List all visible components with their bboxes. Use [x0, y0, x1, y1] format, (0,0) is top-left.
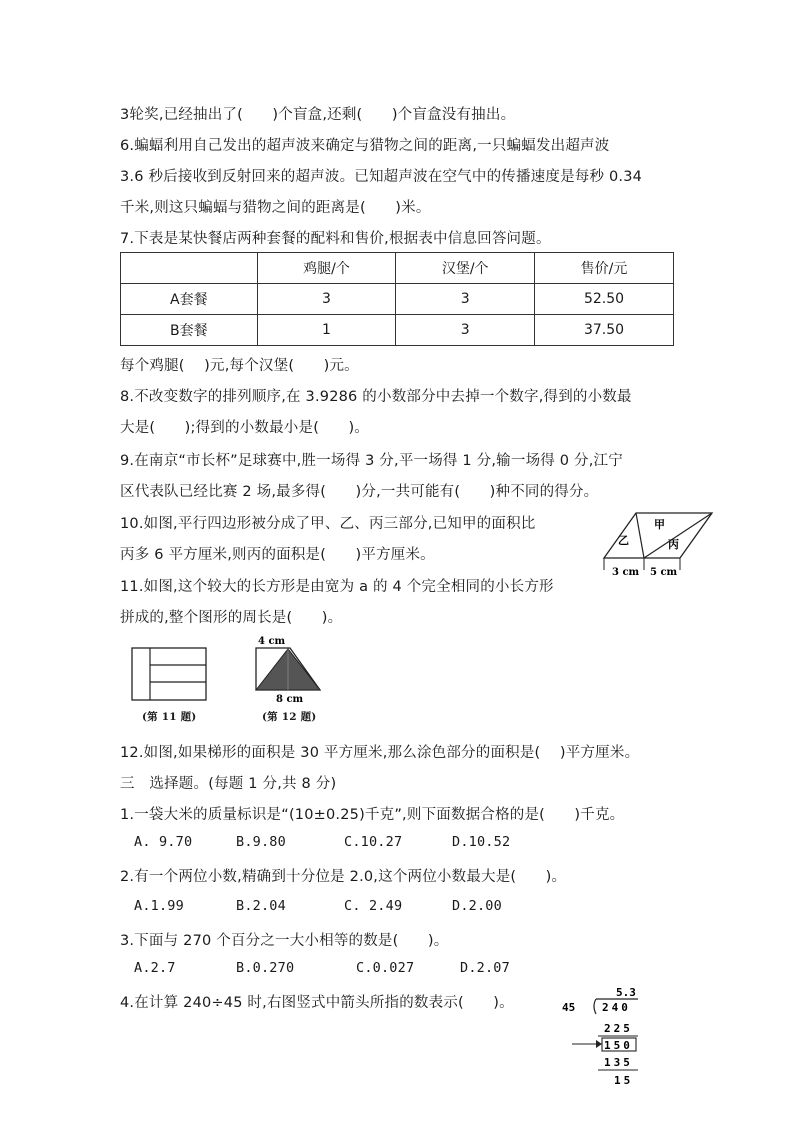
mc2-option-c: C. 2.49	[344, 898, 403, 914]
mc3-option-c: C.0.027	[356, 960, 415, 976]
caption-fig11: (第 11 题)	[142, 711, 197, 723]
mc3-option-d: D.2.07	[460, 960, 510, 976]
mc1-option-d: D.10.52	[452, 834, 511, 850]
mc1-option-c: C.10.27	[344, 834, 403, 850]
step-15: 15	[614, 1074, 634, 1087]
table-header-cell: 售价/元	[535, 253, 674, 284]
mc1-option-b: B.9.80	[236, 834, 286, 850]
table-cell: 3	[396, 315, 535, 346]
step-225: 225	[604, 1022, 633, 1035]
mc3-option-a: A.2.7	[134, 960, 176, 976]
table-cell: B套餐	[121, 315, 258, 346]
step-135: 135	[604, 1056, 633, 1069]
mc3-option-b: B.0.270	[236, 960, 295, 976]
table-header-row	[121, 253, 674, 284]
quotient-text: 5.3	[616, 986, 636, 999]
mc2-option-b: B.2.04	[236, 898, 286, 914]
dim-8cm: 8 cm	[276, 694, 304, 705]
q9-line1: 9.在南京“市长杯”足球赛中,胜一场得 3 分,平一场得 1 分,输一场得 0 分,江宁	[120, 453, 623, 469]
q5-continuation: 3轮奖,已经抽出了( )个盲盒,还剩( )个盲盒没有抽出。	[120, 107, 516, 123]
caption-fig12: (第 12 题)	[262, 711, 317, 723]
table-header-cell: 汉堡/个	[396, 253, 535, 284]
parallelogram-figure	[596, 508, 716, 580]
table-header-cell	[121, 253, 258, 284]
section-3-title: 三 选择题。(每题 1 分,共 8 分)	[120, 776, 337, 792]
dim-3cm: 3 cm	[612, 567, 640, 578]
table-cell: 37.50	[535, 315, 674, 346]
mc1-stem: 1.一袋大米的质量标识是“(10±0.25)千克”,则下面数据合格的是( )千克。	[120, 807, 625, 823]
q9-line2: 区代表队已经比赛 2 场,最多得( )分,一共可能有( )种不同的得分。	[120, 484, 599, 500]
combo-table	[120, 252, 674, 346]
mc2-stem: 2.有一个两位小数,精确到十分位是 2.0,这个两位小数最大是( )。	[120, 869, 567, 885]
q7-line1: 7.下表是某快餐店两种套餐的配料和售价,根据表中信息回答问题。	[120, 231, 551, 247]
mc3-stem: 3.下面与 270 个百分之一大小相等的数是( )。	[120, 933, 449, 949]
table-cell: 3	[396, 284, 535, 315]
q12-line: 12.如图,如果梯形的面积是 30 平方厘米,那么涂色部分的面积是( )平方厘米。	[120, 745, 640, 761]
label-yi: 乙	[618, 534, 629, 547]
mc2-option-d: D.2.00	[452, 898, 502, 914]
arrow-icon	[596, 1040, 602, 1048]
q6-line3: 千米,则这只蝙蝠与猎物之间的距离是( )米。	[120, 200, 431, 216]
mc4-stem: 4.在计算 240÷45 时,右图竖式中箭头所指的数表示( )。	[120, 995, 514, 1011]
q11-line1: 11.如图,这个较大的长方形是由宽为 a 的 4 个完全相同的小长方形	[120, 579, 554, 595]
table-cell: 1	[257, 315, 396, 346]
table-cell: A套餐	[121, 284, 258, 315]
table-header-cell: 鸡腿/个	[257, 253, 396, 284]
q11-line2: 拼成的,整个图形的周长是( )。	[120, 610, 343, 626]
table-row	[121, 315, 674, 346]
q7-answer-line: 每个鸡腿( )元,每个汉堡( )元。	[120, 358, 359, 374]
step-150: 150	[604, 1039, 633, 1052]
mc1-option-a: A. 9.70	[134, 834, 193, 850]
mc2-option-a: A.1.99	[134, 898, 184, 914]
label-jia: 甲	[654, 518, 665, 531]
table-cell: 52.50	[535, 284, 674, 315]
long-division-figure	[560, 984, 644, 1090]
rectangle-figure-11	[128, 644, 210, 704]
divisor-text: 45	[562, 1001, 576, 1014]
q6-line1: 6.蝙蝠利用自己发出的超声波来确定与猎物之间的距离,一只蝙蝠发出超声波	[120, 138, 610, 154]
trapezoid-figure-12	[246, 634, 326, 706]
q8-line2: 大是( );得到的小数最小是( )。	[120, 420, 370, 436]
dim-5cm: 5 cm	[650, 567, 678, 578]
q6-line2: 3.6 秒后接收到反射回来的超声波。已知超声波在空气中的传播速度是每秒 0.34	[120, 169, 643, 185]
table-row	[121, 284, 674, 315]
dividend-text: 240	[602, 1001, 631, 1014]
dim-4cm: 4 cm	[258, 636, 286, 647]
table-cell: 3	[257, 284, 396, 315]
q8-line1: 8.不改变数字的排列顺序,在 3.9286 的小数部分中去掉一个数字,得到的小数最	[120, 389, 632, 405]
q10-line2: 丙多 6 平方厘米,则丙的面积是( )平方厘米。	[120, 547, 435, 563]
q10-line1: 10.如图,平行四边形被分成了甲、乙、丙三部分,已知甲的面积比	[120, 516, 536, 532]
label-bing: 丙	[668, 538, 679, 551]
